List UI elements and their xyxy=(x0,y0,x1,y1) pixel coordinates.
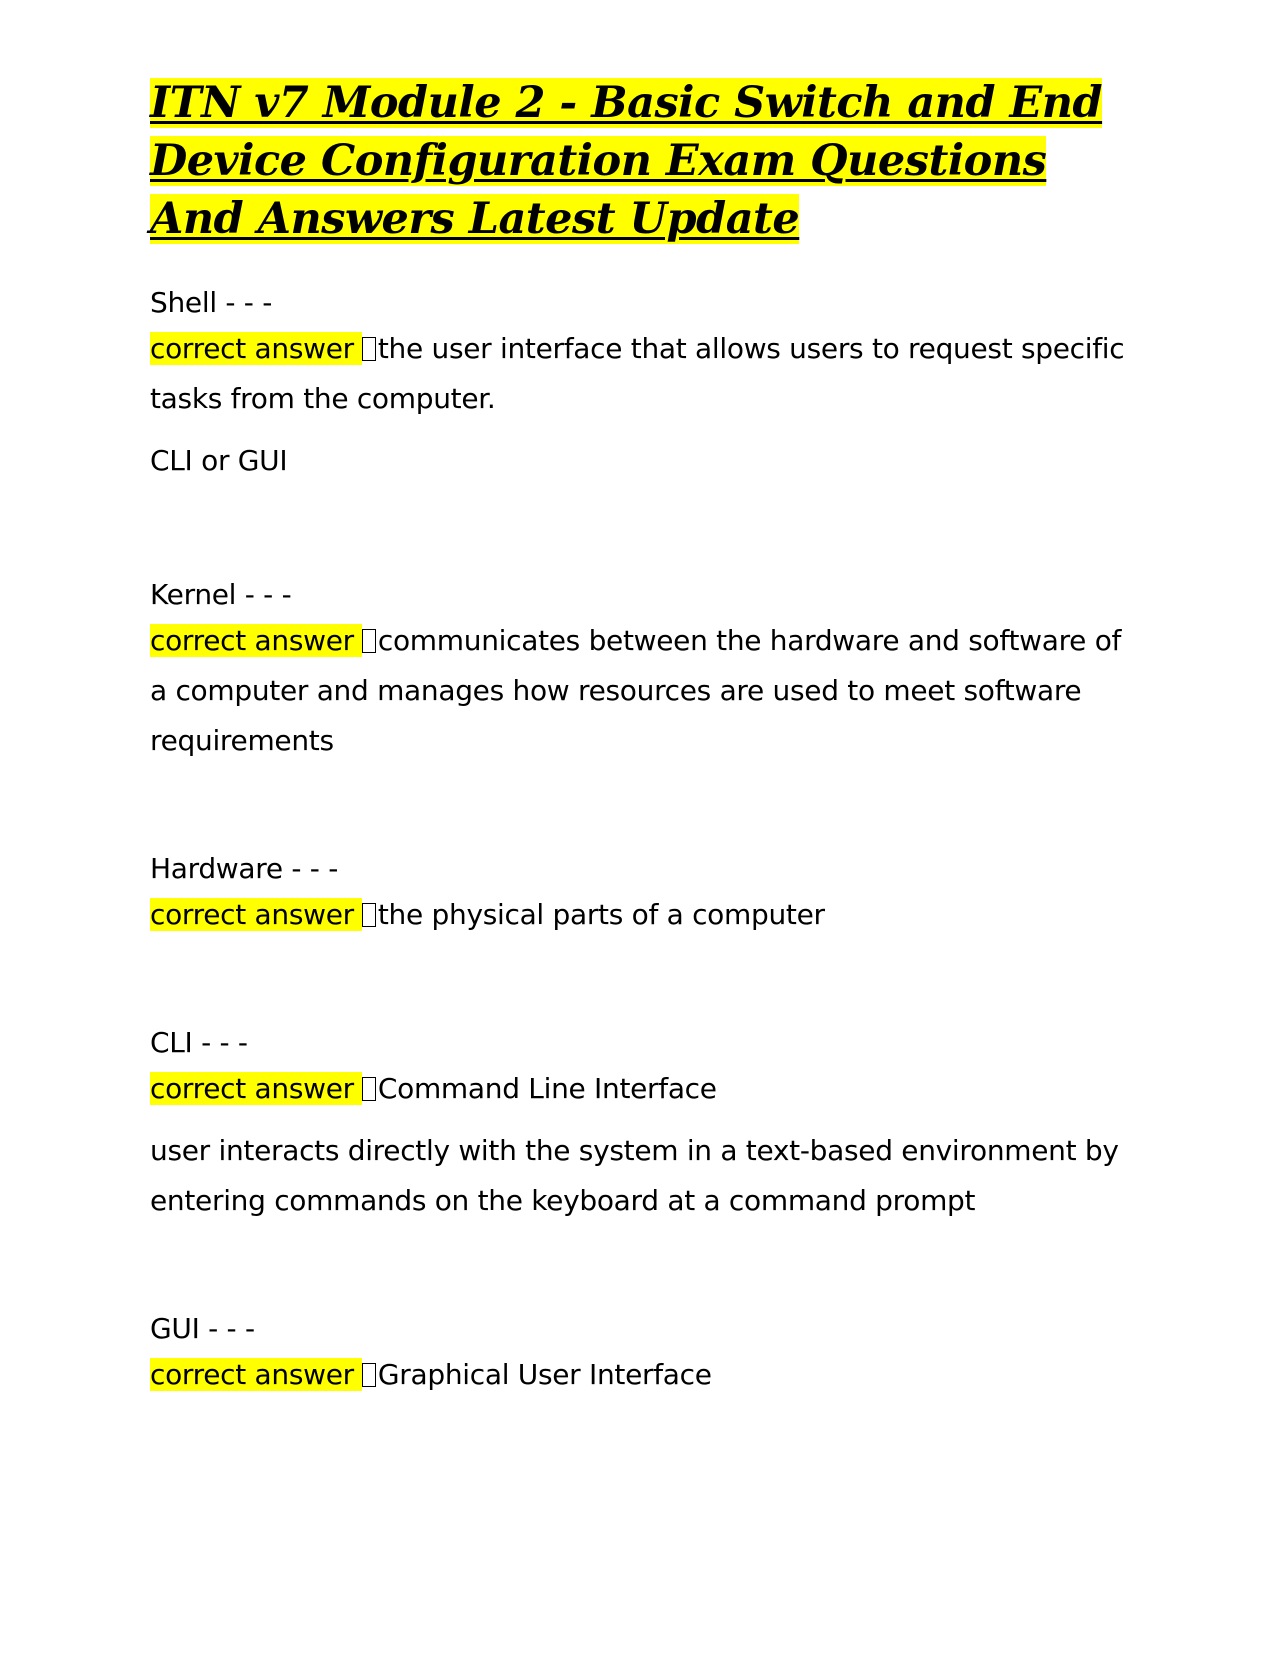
definition: Graphical User Interface xyxy=(377,1358,712,1391)
document-page xyxy=(150,74,1140,1400)
answer-label: correct answer xyxy=(150,624,362,657)
answer xyxy=(150,1064,1140,1114)
document-title xyxy=(150,74,1140,248)
missing-glyph-icon xyxy=(362,629,376,653)
term: GUI - - - xyxy=(150,1312,255,1345)
answer-label: correct answer xyxy=(150,332,362,365)
document-title-text: ITN v7 Module 2 - Basic Switch and End Device Configuration Exam Questions And Answers Latest Update xyxy=(150,78,1103,244)
definition: Command Line Interface xyxy=(377,1072,717,1105)
qa-entry-kernel xyxy=(150,570,1140,766)
extra-note: CLI or GUI xyxy=(150,444,288,477)
definition: the physical parts of a computer xyxy=(377,898,825,931)
extra-note: user interacts directly with the system in a text-based environment by entering commands on the keyboard at a command prompt xyxy=(150,1134,1119,1217)
definition: communicates between the hardware and software of a computer and manages how resources are used to meet software requirements xyxy=(150,624,1122,757)
spacer xyxy=(150,248,1140,278)
term: Shell - - - xyxy=(150,286,273,319)
answer-label: correct answer xyxy=(150,1358,362,1391)
answer-label: correct answer xyxy=(150,1072,362,1105)
qa-entry-shell xyxy=(150,278,1140,486)
answer-label: correct answer xyxy=(150,898,362,931)
definition: the user interface that allows users to request specific tasks from the computer. xyxy=(150,332,1125,415)
missing-glyph-icon xyxy=(362,1077,376,1101)
answer xyxy=(150,1350,1140,1400)
answer xyxy=(150,616,1140,766)
answer xyxy=(150,890,1140,940)
missing-glyph-icon xyxy=(362,337,376,361)
missing-glyph-icon xyxy=(362,1363,376,1387)
missing-glyph-icon xyxy=(362,903,376,927)
answer xyxy=(150,324,1140,424)
qa-entry-cli xyxy=(150,1018,1140,1226)
term: Hardware - - - xyxy=(150,852,338,885)
term: Kernel - - - xyxy=(150,578,292,611)
term: CLI - - - xyxy=(150,1026,248,1059)
qa-entry-gui xyxy=(150,1304,1140,1400)
qa-entry-hardware xyxy=(150,844,1140,940)
